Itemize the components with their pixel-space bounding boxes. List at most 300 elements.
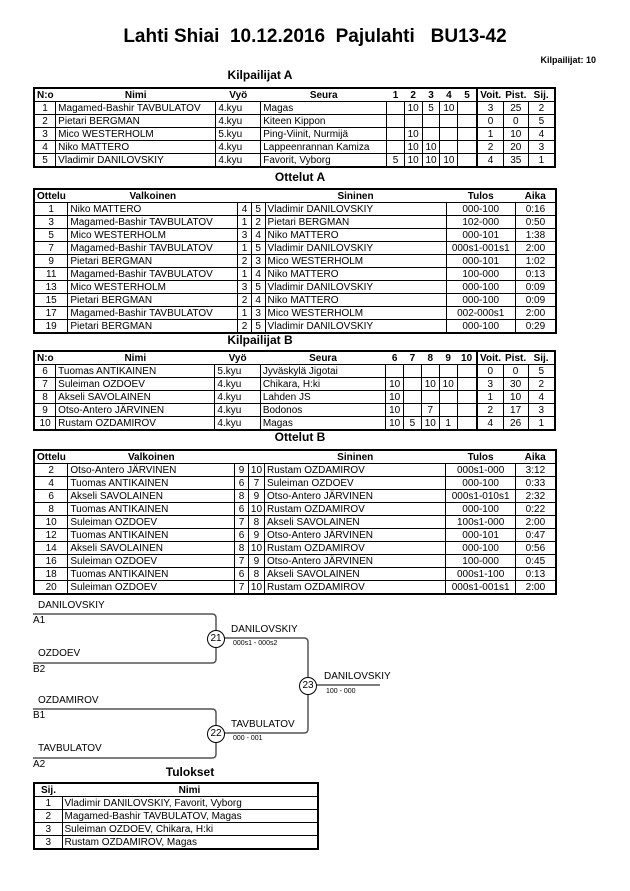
match-winner: DANILOVSKIY xyxy=(231,624,298,635)
cell-name: Tuomas ANTIKAINEN xyxy=(56,365,215,378)
col-header: Tulos xyxy=(446,450,515,464)
cell-time: 2:00 xyxy=(515,307,556,320)
cell-wins: 0 xyxy=(477,115,503,128)
cell-result: 000-100 xyxy=(446,203,515,216)
col-header: Ottelu xyxy=(34,450,68,464)
col-header: Valkoinen xyxy=(68,189,238,203)
cell-club: Lahden JS xyxy=(260,391,385,404)
cell-score: 10 xyxy=(421,417,439,431)
cell-white: Tuomas ANTIKAINEN xyxy=(68,503,235,516)
cell-white: Mico WESTERHOLM xyxy=(68,281,238,294)
cell-rank: 4 xyxy=(528,128,555,141)
cell-rank: 3 xyxy=(34,836,62,850)
col-header: N:o xyxy=(34,351,56,365)
col-header: 3 xyxy=(422,88,440,102)
cell-points: 0 xyxy=(503,365,528,378)
cell-belt: 5.kyu xyxy=(215,365,260,378)
cell-score: 10 xyxy=(386,378,404,391)
cell-blue: Mico WESTERHOLM xyxy=(265,307,446,320)
cell-score: 5 xyxy=(387,154,405,168)
cell-match-no: 1 xyxy=(34,203,68,216)
cell-belt: 5.kyu xyxy=(216,128,261,141)
cell-score: 1 xyxy=(439,417,457,431)
cell-blue-no: 10 xyxy=(248,464,264,477)
cell-white-no: 7 xyxy=(235,581,249,595)
cell-white: Niko MATTERO xyxy=(68,203,238,216)
cell-club: Kiteen Kippon xyxy=(261,115,387,128)
cell-club: Chikara, H:ki xyxy=(260,378,385,391)
cell-match-no: 20 xyxy=(34,581,68,595)
cell-points: 10 xyxy=(503,391,528,404)
cell-rank: 4 xyxy=(528,391,555,404)
col-header: Seura xyxy=(260,351,385,365)
cell-no: 8 xyxy=(34,391,56,404)
cell-name: Rustam OZDAMIROV xyxy=(56,417,215,431)
cell-wins: 2 xyxy=(477,404,503,417)
col-header: Aika xyxy=(515,450,556,464)
cell-no: 6 xyxy=(34,365,56,378)
table-row xyxy=(34,797,318,810)
cell-blue-no: 10 xyxy=(248,542,264,555)
cell-blue-no: 7 xyxy=(248,477,264,490)
cell-blue-no: 10 xyxy=(248,581,264,595)
cell-result: 000s1-000 xyxy=(446,464,515,477)
table-header xyxy=(34,783,318,797)
cell-white-no: 6 xyxy=(235,568,249,581)
cell-no: 5 xyxy=(34,154,56,168)
cell-no: 7 xyxy=(34,378,56,391)
col-header: Sij. xyxy=(34,783,62,797)
cell-wins: 3 xyxy=(477,102,503,115)
cell-blue: Niko MATTERO xyxy=(265,268,446,281)
cell-time: 0:16 xyxy=(515,203,556,216)
cell-match-no: 19 xyxy=(34,320,68,334)
results-title: Tulokset xyxy=(165,765,215,779)
cell-score: 10 xyxy=(440,154,458,168)
cell-blue-no: 4 xyxy=(251,229,265,242)
cell-blue-no: 4 xyxy=(251,268,265,281)
cell-score: 10 xyxy=(439,378,457,391)
cell-score: 10 xyxy=(386,391,404,404)
cell-belt: 4.kyu xyxy=(216,141,261,154)
cell-result: 000-101 xyxy=(446,529,515,542)
cell-time: 1:02 xyxy=(515,255,556,268)
cell-time: 0:45 xyxy=(515,555,556,568)
cell-white-no: 1 xyxy=(238,242,252,255)
cell-blue-no: 5 xyxy=(251,242,265,255)
match-number-badge: 23 xyxy=(299,677,317,695)
cell-time: 0:09 xyxy=(515,294,556,307)
cell-blue: Rustam OZDAMIROV xyxy=(265,542,446,555)
cell-belt: 4.kyu xyxy=(215,404,260,417)
cell-match-no: 6 xyxy=(34,490,68,503)
cell-blue-no: 2 xyxy=(251,216,265,229)
match-winner: TAVBULATOV xyxy=(231,719,295,730)
cell-blue: Akseli SAVOLAINEN xyxy=(265,568,446,581)
cell-white: Tuomas ANTIKAINEN xyxy=(68,477,235,490)
cell-time: 0:22 xyxy=(515,503,556,516)
cell-rank: 3 xyxy=(528,141,555,154)
cell-blue: Otso-Antero JÄRVINEN xyxy=(265,555,446,568)
cell-match-no: 3 xyxy=(34,216,68,229)
cell-time: 2:00 xyxy=(515,581,556,595)
cell-match-no: 8 xyxy=(34,503,68,516)
cell-result: 100-000 xyxy=(446,555,515,568)
cell-score: 10 xyxy=(421,378,439,391)
cell-score: 10 xyxy=(386,404,404,417)
cell-rank: 3 xyxy=(34,823,62,836)
col-header: Nimi xyxy=(56,351,215,365)
cell-score: 5 xyxy=(404,417,422,431)
cell-result: 000-100 xyxy=(446,320,515,334)
cell-blue-no: 9 xyxy=(248,555,264,568)
cell-white: Pietari BERGMAN xyxy=(68,255,238,268)
cell-rank: 1 xyxy=(34,797,62,810)
cell-white: Magamed-Bashir TAVBULATOV xyxy=(68,268,238,281)
cell-blue-no: 3 xyxy=(251,307,265,320)
cell-name: Vladimir DANILOVSKIY, Favorit, Vyborg xyxy=(62,797,318,810)
col-header: 9 xyxy=(439,351,457,365)
match-number-badge: 21 xyxy=(207,630,225,648)
cell-match-no: 7 xyxy=(34,242,68,255)
cell-match-no: 9 xyxy=(34,255,68,268)
cell-time: 3:12 xyxy=(515,464,556,477)
cell-no: 3 xyxy=(34,128,56,141)
cell-club: Magas xyxy=(260,417,385,431)
cell-white: Suleiman OZDOEV xyxy=(68,555,235,568)
bracket-entry-seed: A1 xyxy=(33,615,46,626)
cell-result: 000s1-100 xyxy=(446,568,515,581)
match-score: 000 - 001 xyxy=(233,735,263,742)
cell-name: Akseli SAVOLAINEN xyxy=(56,391,215,404)
table-row xyxy=(34,823,318,836)
cell-white: Suleiman OZDOEV xyxy=(68,516,235,529)
cell-result: 000-100 xyxy=(446,477,515,490)
cell-white: Pietari BERGMAN xyxy=(68,294,238,307)
cell-name: Magamed-Bashir TAVBULATOV xyxy=(56,102,216,115)
bracket-entry-seed: B1 xyxy=(33,710,46,721)
cell-club: Favorit, Vyborg xyxy=(261,154,387,168)
page-title: Lahti Shiai 10.12.2016 Pajulahti BU13-42 xyxy=(123,26,507,47)
cell-name: Otso-Antero JÄRVINEN xyxy=(56,404,215,417)
cell-club: Bodonos xyxy=(260,404,385,417)
match-number-badge: 22 xyxy=(207,725,225,743)
bracket-entry-seed: B2 xyxy=(33,664,46,675)
cell-result: 000s1-010s1 xyxy=(446,490,515,503)
cell-result: 000s1-001s1 xyxy=(446,581,515,595)
cell-white: Akseli SAVOLAINEN xyxy=(68,490,235,503)
cell-points: 25 xyxy=(503,102,528,115)
bracket-entry-seed: A2 xyxy=(33,759,46,770)
col-header: 8 xyxy=(421,351,439,365)
cell-name: Rustam OZDAMIROV, Magas xyxy=(62,836,318,850)
cell-result: 000s1-001s1 xyxy=(446,242,515,255)
cell-white-no: 8 xyxy=(235,542,249,555)
cell-time: 1:38 xyxy=(515,229,556,242)
col-header: Nimi xyxy=(56,88,216,102)
cell-points: 0 xyxy=(503,115,528,128)
cell-white-no: 3 xyxy=(238,229,252,242)
cell-white: Magamed-Bashir TAVBULATOV xyxy=(68,216,238,229)
cell-result: 100s1-000 xyxy=(446,516,515,529)
cell-match-no: 16 xyxy=(34,555,68,568)
cell-white-no: 3 xyxy=(238,281,252,294)
cell-white-no: 7 xyxy=(235,555,249,568)
cell-white: Magamed-Bashir TAVBULATOV xyxy=(68,307,238,320)
cell-result: 000-100 xyxy=(446,294,515,307)
cell-score: 10 xyxy=(386,417,404,431)
cell-match-no: 13 xyxy=(34,281,68,294)
cell-score: 10 xyxy=(404,128,422,141)
cell-name: Vladimir DANILOVSKIY xyxy=(56,154,216,168)
col-header: 1 xyxy=(387,88,405,102)
col-header: Voit. xyxy=(477,88,503,102)
col-header: 2 xyxy=(404,88,422,102)
cell-blue: Rustam OZDAMIROV xyxy=(265,503,446,516)
cell-match-no: 11 xyxy=(34,268,68,281)
cell-no: 9 xyxy=(34,404,56,417)
cell-blue: Rustam OZDAMIROV xyxy=(265,581,446,595)
col-header: Pist. xyxy=(505,89,527,101)
col-header: Voit. xyxy=(477,351,503,365)
bracket-entry-name: OZDAMIROV xyxy=(38,695,99,706)
cell-rank: 1 xyxy=(528,417,555,431)
cell-blue: Rustam OZDAMIROV xyxy=(265,464,446,477)
cell-wins: 2 xyxy=(477,141,503,154)
cell-time: 0:13 xyxy=(515,568,556,581)
cell-white: Tuomas ANTIKAINEN xyxy=(68,529,235,542)
cell-blue: Vladimir DANILOVSKIY xyxy=(265,203,446,216)
col-header: N:o xyxy=(34,88,56,102)
cell-points: 30 xyxy=(503,378,528,391)
cell-white-no: 9 xyxy=(235,464,249,477)
cell-blue-no: 4 xyxy=(251,294,265,307)
cell-no: 4 xyxy=(34,141,56,154)
cell-result: 000-101 xyxy=(446,229,515,242)
cell-time: 0:13 xyxy=(515,268,556,281)
cell-match-no: 18 xyxy=(34,568,68,581)
cell-club: Lappeenrannan Kamiza xyxy=(261,141,387,154)
cell-match-no: 14 xyxy=(34,542,68,555)
cell-name: Suleiman OZDOEV xyxy=(56,378,215,391)
cell-white: Tuomas ANTIKAINEN xyxy=(68,568,235,581)
cell-no: 10 xyxy=(34,417,56,431)
matches-b-title: Ottelut B xyxy=(274,430,326,444)
cell-rank: 3 xyxy=(528,404,555,417)
cell-points: 10 xyxy=(503,128,528,141)
cell-rank: 1 xyxy=(528,154,555,168)
cell-time: 0:29 xyxy=(515,320,556,334)
cell-club: Ping-Viinit, Nurmijä xyxy=(261,128,387,141)
cell-white: Otso-Antero JÄRVINEN xyxy=(68,464,235,477)
cell-result: 000-100 xyxy=(446,281,515,294)
cell-score: 10 xyxy=(404,141,422,154)
cell-white-no: 1 xyxy=(238,216,252,229)
cell-score: 10 xyxy=(422,141,440,154)
cell-time: 0:33 xyxy=(515,477,556,490)
cell-score: 10 xyxy=(404,154,422,168)
cell-score: 10 xyxy=(404,102,422,115)
cell-blue-no: 3 xyxy=(251,255,265,268)
cell-wins: 1 xyxy=(477,391,503,404)
cell-wins: 4 xyxy=(477,417,503,431)
cell-points: 17 xyxy=(503,404,528,417)
cell-blue-no: 5 xyxy=(251,203,265,216)
cell-rank: 5 xyxy=(528,365,555,378)
bracket-entry-name: OZDOEV xyxy=(38,648,81,659)
col-header: 10 xyxy=(457,351,477,365)
cell-white-no: 1 xyxy=(238,268,252,281)
cell-blue-no: 8 xyxy=(248,568,264,581)
cell-score: 7 xyxy=(421,404,439,417)
col-header: Valkoinen xyxy=(68,450,235,464)
cell-match-no: 12 xyxy=(34,529,68,542)
cell-match-no: 5 xyxy=(34,229,68,242)
col-header: Nimi xyxy=(62,783,318,797)
cell-time: 0:56 xyxy=(515,542,556,555)
cell-blue: Niko MATTERO xyxy=(265,294,446,307)
cell-blue-no: 5 xyxy=(251,320,265,334)
cell-blue-no: 9 xyxy=(248,490,264,503)
matches-a-title: Ottelut A xyxy=(274,170,326,184)
cell-name: Niko MATTERO xyxy=(56,141,216,154)
cell-blue: Pietari BERGMAN xyxy=(265,216,446,229)
cell-blue: Mico WESTERHOLM xyxy=(265,255,446,268)
cell-blue: Vladimir DANILOVSKIY xyxy=(265,320,446,334)
cell-white: Akseli SAVOLAINEN xyxy=(68,542,235,555)
cell-blue-no: 10 xyxy=(248,503,264,516)
cell-rank: 2 xyxy=(34,810,62,823)
match-score: 000s1 - 000s2 xyxy=(233,640,278,647)
col-header: 6 xyxy=(386,351,404,365)
cell-match-no: 15 xyxy=(34,294,68,307)
cell-white: Suleiman OZDOEV xyxy=(68,581,235,595)
cell-white-no: 2 xyxy=(238,255,252,268)
table-row xyxy=(34,810,318,823)
cell-match-no: 2 xyxy=(34,464,68,477)
col-header: Vyö xyxy=(216,88,261,102)
match-winner: DANILOVSKIY xyxy=(324,671,391,682)
cell-result: 000-100 xyxy=(446,503,515,516)
col-header: Ottelu xyxy=(34,189,68,203)
pool-b-title: Kilpailijat B xyxy=(227,333,293,347)
cell-time: 2:00 xyxy=(515,242,556,255)
pool-a-title: Kilpailijat A xyxy=(227,68,293,82)
cell-name: Mico WESTERHOLM xyxy=(56,128,216,141)
cell-match-no: 17 xyxy=(34,307,68,320)
cell-no: 1 xyxy=(34,102,56,115)
cell-wins: 1 xyxy=(477,128,503,141)
cell-match-no: 4 xyxy=(34,477,68,490)
cell-name: Suleiman OZDOEV, Chikara, H:ki xyxy=(62,823,318,836)
cell-belt: 4.kyu xyxy=(216,115,261,128)
cell-time: 0:09 xyxy=(515,281,556,294)
bracket-entry-name: TAVBULATOV xyxy=(38,743,102,754)
cell-belt: 4.kyu xyxy=(216,102,261,115)
cell-belt: 4.kyu xyxy=(215,378,260,391)
col-header: Pist. xyxy=(505,352,527,364)
cell-white-no: 7 xyxy=(235,516,249,529)
col-header: 5 xyxy=(458,88,477,102)
col-header: Sij. xyxy=(528,88,555,102)
cell-result: 102-000 xyxy=(446,216,515,229)
cell-points: 35 xyxy=(503,154,528,168)
cell-club: Jyväskylä Jigotai xyxy=(260,365,385,378)
cell-score: 10 xyxy=(440,102,458,115)
cell-time: 0:50 xyxy=(515,216,556,229)
cell-blue: Vladimir DANILOVSKIY xyxy=(265,281,446,294)
cell-rank: 2 xyxy=(528,102,555,115)
cell-name: Magamed-Bashir TAVBULATOV, Magas xyxy=(62,810,318,823)
col-header: 4 xyxy=(440,88,458,102)
cell-rank: 2 xyxy=(528,378,555,391)
cell-blue-no: 8 xyxy=(248,516,264,529)
cell-white: Pietari BERGMAN xyxy=(68,320,238,334)
cell-blue: Akseli SAVOLAINEN xyxy=(265,516,446,529)
cell-points: 20 xyxy=(503,141,528,154)
col-header: 7 xyxy=(404,351,422,365)
cell-blue-no: 5 xyxy=(251,281,265,294)
cell-white-no: 4 xyxy=(238,203,252,216)
col-header: Sininen xyxy=(265,189,446,203)
cell-result: 002-000s1 xyxy=(446,307,515,320)
cell-blue-no: 9 xyxy=(248,529,264,542)
cell-time: 2:32 xyxy=(515,490,556,503)
col-header: Sininen xyxy=(265,450,446,464)
cell-white-no: 6 xyxy=(235,477,249,490)
table-row xyxy=(34,836,318,850)
cell-match-no: 10 xyxy=(34,516,68,529)
cell-blue: Vladimir DANILOVSKIY xyxy=(265,242,446,255)
cell-blue: Suleiman OZDOEV xyxy=(265,477,446,490)
match-score: 100 - 000 xyxy=(326,688,356,695)
cell-belt: 4.kyu xyxy=(215,391,260,404)
cell-wins: 3 xyxy=(477,378,503,391)
cell-no: 2 xyxy=(34,115,56,128)
cell-white-no: 2 xyxy=(238,320,252,334)
results-table xyxy=(33,782,319,850)
col-header: Aika xyxy=(515,189,556,203)
col-header: Tulos xyxy=(446,189,515,203)
cell-wins: 4 xyxy=(477,154,503,168)
col-header: Seura xyxy=(261,88,387,102)
cell-time: 2:00 xyxy=(515,516,556,529)
cell-white-no: 8 xyxy=(235,490,249,503)
cell-score: 5 xyxy=(422,102,440,115)
cell-wins: 0 xyxy=(477,365,503,378)
cell-white-no: 1 xyxy=(238,307,252,320)
col-header: Sij. xyxy=(528,351,555,365)
cell-result: 000-101 xyxy=(446,255,515,268)
cell-white: Magamed-Bashir TAVBULATOV xyxy=(68,242,238,255)
cell-time: 0:47 xyxy=(515,529,556,542)
cell-club: Magas xyxy=(261,102,387,115)
cell-blue: Otso-Antero JÄRVINEN xyxy=(265,529,446,542)
cell-result: 100-000 xyxy=(446,268,515,281)
cell-rank: 5 xyxy=(528,115,555,128)
cell-points: 26 xyxy=(503,417,528,431)
cell-result: 000-100 xyxy=(446,542,515,555)
cell-white-no: 2 xyxy=(238,294,252,307)
cell-white-no: 6 xyxy=(235,529,249,542)
cell-belt: 4.kyu xyxy=(216,154,261,168)
cell-belt: 4.kyu xyxy=(215,417,260,431)
cell-name: Pietari BERGMAN xyxy=(56,115,216,128)
competitor-count: Kilpailijat: 10 xyxy=(540,55,596,65)
cell-score: 10 xyxy=(422,154,440,168)
bracket-entry-name: DANILOVSKIY xyxy=(38,600,105,611)
cell-white: Mico WESTERHOLM xyxy=(68,229,238,242)
